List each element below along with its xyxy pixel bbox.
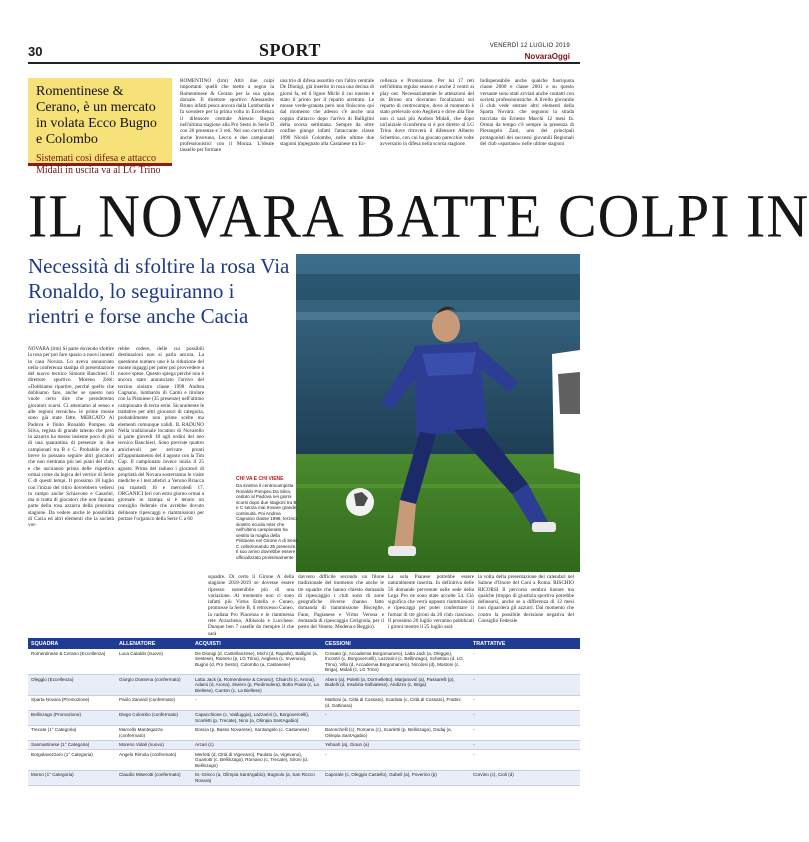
departures-cell: Caporale (c, Oleggio Castello), Gabeli (a), Poverino (p) (322, 770, 470, 785)
table-row (28, 710, 580, 725)
departures-cell: Crosato (p, Accademia Borgomanero), Latta Jack (a, Oleggio), Incontri (c, Borgovercelli), Lazzarini (c, Bellinzago), Schettino (d, LG Trino), Villa (d, Accademia Borgomanero), Nicolosi (d), Mostoni (c, Briga), Midali (c, LG Trino) (322, 649, 470, 675)
masthead-logo: NovaraOggi (524, 52, 570, 61)
caption-heading: CHI VA E CHI VIENE (236, 476, 284, 482)
page-number: 30 (28, 44, 43, 59)
main-article-col-6: la volta della presentazione del calendari nel Salone d'Onore del Coni a Roma. RISCHIO RICORSI Il percorso sembra lineare ma qualche (troppo di giustizia sportiva potrebbe delinearsi, anche se a differenza di 12 mesi non riguarderà gli azzurri. Dal momento che contro la possibile decisione negativa del Consiglio Federale (478, 574, 574, 625)
coach-cell: Claudio Miserotti (confermato) (116, 770, 192, 785)
departures-cell: Yeboah (a), Gioun (a) (322, 740, 470, 750)
main-article-col-3: squadre. Di certo il Girone A della stagione 2018-2019 se dovesse essere ripresso sostenibile più di una variazione. Al momento non ci sono infatti più Virtus Entella e Cuneo, promosse la Serie B, il retrocesso Cuneo, la radiata Pro Piacenza e le riammessa rete Arzachena, Albissola e Lucchese. Dunque ben 7 caselle da riempire il che sarà (208, 574, 294, 637)
team-cell: Romentinese & Cerano (Eccellenza) (28, 649, 116, 675)
negotiations-cell: - (470, 649, 580, 675)
departures-cell: Abero (a), Poletti (a, Dormelletto), Marjanović (a), Passarelli (p), Budelli (d, Insubria-Solbiatese), Andizzo (c, Briga) (322, 675, 470, 696)
main-article-col-5: La sola Pianese potrebbe essere naturalmente inserita. In definitiva delle 56 domande pervenute nelle sede della Lega Pro ne sono state accolte 54. Ciò significa che verrà opposto riammissioni e ripescaggi per poter confermare il format di tre gironi da 20 club ciascuno. Il prossimo 20 luglio verranno pubblicati i gironi mentre il 25 luglio sarà (388, 574, 474, 631)
transfer-market-table (28, 638, 580, 786)
acquisitions-cell: De Dionigi (d, Castellanzese), Michi (d, Rapallo), Balligini (a, Sestese), Rainero (p, LG Trino), Aegliera (c, Inveruno), Bugno (d, Pro Sesto), Colombo (a, Castanese) (192, 649, 322, 675)
coach-cell: Luca Cataldo (nuovo) (116, 649, 192, 675)
coach-cell: Giorgio Dossena (confermato) (116, 675, 192, 696)
subheadline: Necessità di sfoltire la rosa Via Ronaldo, lo seguiranno i rientri e forse anche Cacia (28, 254, 290, 328)
main-headline: IL NOVARA BATTE COLPI IN (28, 181, 809, 251)
team-cell: Sanmartinese (1° Categoria) (28, 740, 116, 750)
sidebar-headline-box (28, 78, 172, 176)
photo-caption: Da sinistra il centrocampista Ronaldo Pompeu Da Silva, ceduto al Padova nei giorni scorsi dopo due stagioni tra B e C senza mai trovare grande continuità. Poi Andrea Cagnano classe 1998, terzino sinistro scuola Inter che nell'ultimo campionato ha vestito la maglia della Pistoiese nel Girone A di Serie C collezionando 35 presenze. Il suo arrivo dovrebbe essere ufficializzato prossimamente (236, 483, 298, 560)
main-article-col-1: NOVARA (lrm) Si parte dovendo sfoltire la rosa per poi fare spazio a nuovi innesti in casa Novara. Lo aveva annunciato nella conferenza stampa di presentazione del nuovo tecnico Simone Banchieri. Il direttore sportivo Moreno Zebi: «Dobbiamo ripartire, perché quello che dobbiamo fare, anche se questo non vuole certo dire che prenderemo giocatori scarsi. Ci atteniamo al senso e alle regioni tecniche» le prime mosse sono già state fatte. MERCATO Al Padova è finito Ronaldo Pompeu da Silva, regista di grande talento che però in azzurro ha messo insieme poco di più di una quarantina di presenze in due campionati tra B e C. Probabile che a breve lo possano seguire altri giocatori che non rientrano più nei piani del club, e che usciranno prima delle rispettive ormai come da logica del vertice di Serie C di questi tempi. Il prossimo 18 luglio con l'inizio del ritiro dovrebbero vedersi in campo anche Schiavone e Casarini, ma si tratta di giocatori che non faranno parte della rosa azzurra della prossima stagione. Da vedere anche le possibilità di Cacia ed altri elementi che la società vor- (28, 346, 114, 529)
table-row (28, 725, 580, 740)
coach-cell: Diego Colombo (confermato) (116, 710, 192, 725)
table-row (28, 740, 580, 750)
section-title: SPORT (259, 40, 321, 60)
negotiations-cell: Corvino (c), Cioli (d) (470, 770, 580, 785)
column-header-acquisitions: ACQUISTI (192, 638, 322, 649)
departures-cell: - (322, 750, 470, 771)
team-cell: Borgolavezzaro (1° Categoria) (28, 750, 116, 771)
team-cell: Sparta Novara (Promozione) (28, 695, 116, 710)
acquisitions-cell: Arcari (c) (192, 740, 322, 750)
coach-cell: Paolo Zanardi (confermato) (116, 695, 192, 710)
table-row (28, 695, 580, 710)
column-header-departures: CESSIONI (322, 638, 470, 649)
team-cell: Oleggio (Eccellenza) (28, 675, 116, 696)
negotiations-cell: - (470, 675, 580, 696)
table-row (28, 649, 580, 675)
issue-date: VENERDÌ 12 LUGLIO 2019 (489, 43, 570, 49)
main-article-col-4: davvero difficile secondo un filone tradizionale del momento che anche le tre squadre che hanno chiesto domanda di ripescaggio i club sono di zone geografiche diverse (hanno fatto domanda di riammissione Bisceglie, Fano, Pagianese e Virtus Verona e domanda di ripescaggio Cerignola, per il posto del Veneto, Modena e Reggio). (298, 574, 384, 631)
team-cell: Bellinzago (Promozione) (28, 710, 116, 725)
negotiations-cell: - (470, 695, 580, 710)
departures-cell: Mattioni (a, Città di Cossato), Scarlata (c, Città di Cossato), Frattini (d, Gattinara) (322, 695, 470, 710)
negotiations-cell: - (470, 740, 580, 750)
departures-cell: Baronchelli (c), Romano (c), Scarletti (p, Bellinzago), Dodaj (a, Olimpia SantAgabio) (322, 725, 470, 740)
departures-cell: - (322, 710, 470, 725)
acquisitions-cell: Boscia (p, Basso Novarese), Santangelo (c, Castanese) (192, 725, 322, 740)
header-divider (28, 62, 580, 64)
acquisitions-cell: Latta Jack (a, Romentinese & Cerano), Chiarchi (c, Arona), Adami (d, Arona), Siviero (p, Piedimulera), Botto Poala (c, La Biellese), Canton (c, La Biellese) (192, 675, 322, 696)
negotiations-cell: - (470, 725, 580, 740)
column-header-negotiations: TRATTATIVE (470, 638, 580, 649)
acquisitions-cell: Merlotti (d, Città di Vigevano), Paulato (a, Vigevano), Guariotti (c, Bellinzago), Romano (c, Trecate), Sironi (d, Bellinzago) (192, 750, 322, 771)
coach-cell: Angelo Rimola (confermato) (116, 750, 192, 771)
romentino-article-col-2: una trio di difesa assortito con l'altro centrale De Dionigi, già inserito in rosa una decina di giorni fa, ed il ligure Michi il cui innesto è stato il primo per il reparto arretrato. Le mosse verde-granata però non finiscono qui dal momento che adesso c'è anche una coppia d'attacco dopo l'arrivo di Balliglini della scorsa settimana. Sempre da oltre confine giunge infatti l'attaccante classe 1990 Nicolò Colombo, nelle ultime due stagioni impegnato alla Castanese tra Ec- (280, 78, 374, 147)
column-header-coach: ALLENATORE (116, 638, 192, 649)
negotiations-cell: - (470, 750, 580, 771)
romentino-article-col-3: cellenza e Promozione. Per lui 17 reti nell'ultima regular season e anche 2 centri ai play out. Necessariamente le attenzioni del ds Bruno ora dovranno focalizzarsi sul reparto di centrocampo, dove al momento è stato prelevato solo Aegliera e dove alla fine non ci sarà più Andrea Midali, che dopo un'iniziale riconferma si è poi diretto al LG Trino dove ritroverà il difensore Alberto Schettino, con cui ha giocato parecchie volte avversario in difesa nella scorsa stagione. (380, 78, 474, 147)
sidebar-subheadline: Sistemati così difesa e attacco Midali in uscita va al LG Trino (36, 153, 161, 176)
coach-cell: Marcello Mantegazza (confermato) (116, 725, 192, 740)
romentino-article-col-1: ROMENTINO (lrm) Altri due colpi importanti quelli che mette a segno la Romentinese & Cerano per la sua spina dorsale. Il direttore sportivo Alessandro Bruno infatti pesca ancora dalla Lombardia e fa scendere per la prima volta in Eccellenza il difensore centrale Alessio Bugno nell'ultima stagione alla Pro Sesto in Serie D con 26 presenze e 3 reti. Nel suo curriculum anche Inveruno, Lecco e due campionati professionistici con il Monza. L'ideale tassello per formare (180, 78, 274, 154)
sidebar-headline: Romentinese & Cerano, è un mercato in volata Ecco Bugno e Colombo (36, 84, 157, 147)
negotiations-cell: - (470, 710, 580, 725)
romentino-article-col-4: Indispensabile anche qualche fuoriquota classe 2000 e classe 2001 e su questo versante sono stati avviati anche contatti con società professionistiche. A livello giovanile il club vede entrare altri elementi della Sparta Novara: che seguono la strada tracciata da Ernesto Marchi 12 mesi fa. Ormai da tempo c'è sempre la presenza di Pierangelo Zani, uno dei principali protagonisti dei successi giovanili Regionali del club «spartano» nelle ultime stagioni (480, 78, 574, 147)
main-article-col-2: rebbe cedere, delle cui possibili destinazioni non si parla ancora. La questione numero uno è la riduzione del monte ingaggi per poter poi provvedere a nuove spese. Questo spiega perché non è ancora stato annunciato l'arrivo del terzino sinistro classe 1998 Andrea Cagnano, lombardo di Cantù e titolare con la Pistoiese (35 presenze) nell'ultimo campionato di terza serie. Sicuramente le trattative per altri giocatori di categoria, probabilmente non prime scelte ma elementi comunque validi. IL RADUNO Nella tradizionale location di Novarello si parte giovedì 18 agli ordini del neo tecnico Banchieri. Sono previste quattro amichevoli per arrivare pronti all'appuntamento del 4 agosto con la Tim Cup. Il campionato invece inizia il 25 agosto. Prima del raduno i giocatori di proprietà del Novara sosterranno le visite mediche e i test atletici a Veruno Briacca (su martedì 16 e mercoledì 17. ORGANICI Ieri con estro giorno ormai a giornale in stampa si è tenuto un consiglio federale che avrebbe dovuto delineare ripescaggi e riammissioni per portare l'organico della Serie C a 60 (118, 346, 204, 523)
team-cell: Trecate (1° Categoria) (28, 725, 116, 740)
coach-cell: Moreno Vidali (nuovo) (116, 740, 192, 750)
team-cell: Momo (1° Categoria) (28, 770, 116, 785)
column-header-team: SQUADRA (28, 638, 116, 649)
table-row (28, 750, 580, 771)
table-row (28, 770, 580, 785)
acquisitions-cell: - (192, 695, 322, 710)
acquisitions-cell: Capacchione (c, Valduggia), Lazzarini (c, Borgovercelli), Scarletti (p, Trecate), Nino (a, Olimpia SantAgabio) (192, 710, 322, 725)
table-header-row (28, 638, 580, 649)
acquisitions-cell: M. Grieco (a, Olimpia SantAgabio), Bugnolo (a, San Rocco Novara) (192, 770, 322, 785)
photo-illustration (296, 254, 580, 572)
football-player-photo (296, 254, 580, 572)
table-row (28, 675, 580, 696)
